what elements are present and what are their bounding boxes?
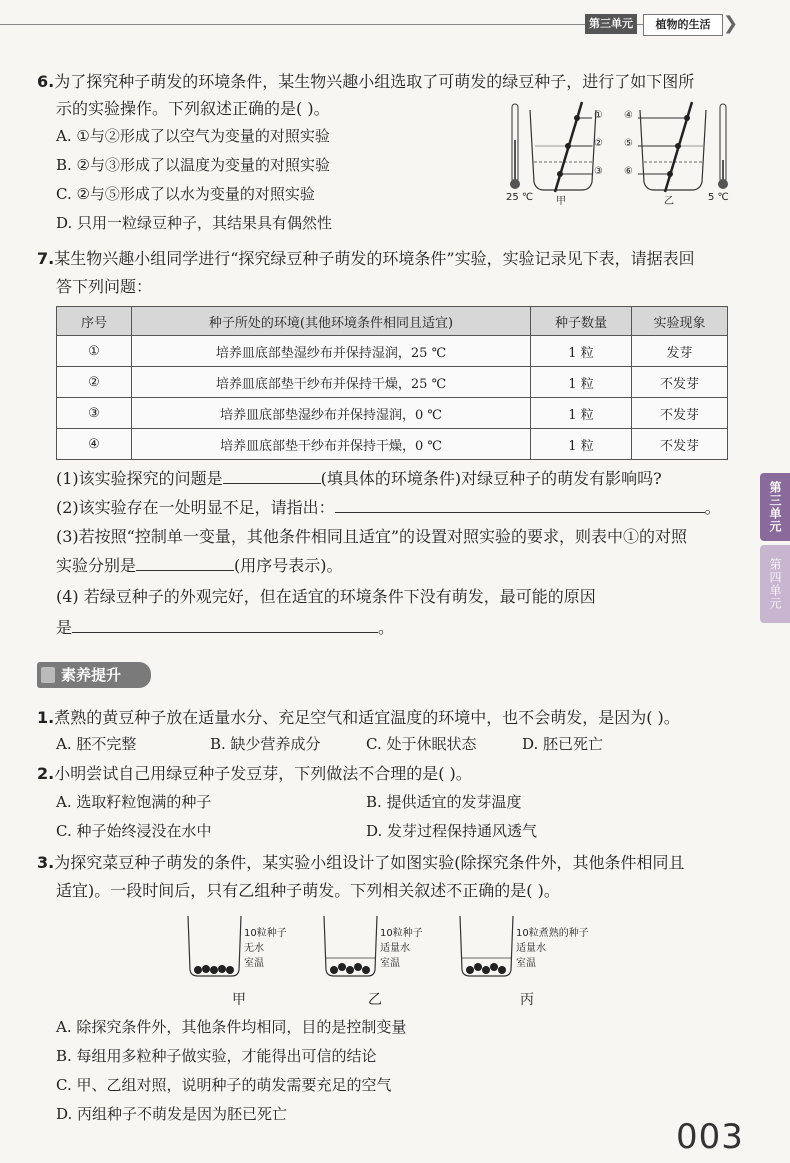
table-cell: 培养皿底部垫湿纱布并保持湿润，25 ℃ bbox=[132, 336, 531, 367]
q6-stem-line1: 6.为了探究种子萌发的环境条件，某生物兴趣小组选取了可萌发的绿豆种子，进行了如下图所 bbox=[37, 72, 695, 91]
side-tab-unit-4[interactable]: 第四单元 bbox=[760, 545, 790, 623]
table-header: 实验现象 bbox=[632, 307, 728, 336]
q7-stem-line1: 7.某生物兴趣小组同学进行“探究绿豆种子萌发的环境条件”实验，实验记录见下表，请据表回 bbox=[37, 249, 695, 268]
table-header: 种子所处的环境(其他环境条件相同且适宜) bbox=[132, 307, 531, 336]
table-header-row bbox=[57, 307, 728, 336]
q7-number: 7. bbox=[37, 249, 55, 268]
q6-right-label: 乙 bbox=[664, 196, 674, 207]
q6-right-temp: 5 ℃ bbox=[708, 192, 729, 203]
p3-beaker-bing-desc: 10粒煮熟的种子 适量水 室温 bbox=[516, 928, 589, 969]
q6-mark-5: ⑤ bbox=[624, 138, 633, 149]
table-header: 序号 bbox=[57, 307, 132, 336]
table-row bbox=[57, 336, 728, 367]
p1-number: 1. bbox=[37, 708, 55, 727]
page-number: 003 bbox=[676, 1117, 744, 1157]
table-cell: ② bbox=[57, 367, 132, 398]
p2-option-c[interactable]: C. 种子始终浸没在水中 bbox=[56, 822, 212, 840]
table-cell: 不发芽 bbox=[632, 429, 728, 460]
p1-stem: 1.煮熟的黄豆种子放在适量水分、充足空气和适宜温度的环境中，也不会萌发，是因为( )。 bbox=[37, 708, 680, 727]
table-cell: ③ bbox=[57, 398, 132, 429]
table-cell: 1 粒 bbox=[531, 429, 632, 460]
p3-option-c[interactable]: C. 甲、乙组对照，说明种子的萌发需要充足的空气 bbox=[56, 1076, 392, 1094]
q6-left-temp: 25 ℃ bbox=[506, 192, 534, 203]
p1-option-a[interactable]: A. 胚不完整 bbox=[56, 735, 137, 753]
p3-number: 3. bbox=[37, 853, 55, 872]
q6-mark-6: ⑥ bbox=[624, 166, 633, 177]
p3-option-d[interactable]: D. 丙组种子不萌发是因为胚已死亡 bbox=[56, 1105, 288, 1123]
side-tab-unit-3[interactable]: 第三单元 bbox=[760, 473, 790, 541]
p3-stem-line2: 适宜)。一段时间后，只有乙组种子萌发。下列相关叙述不正确的是( )。 bbox=[56, 881, 560, 900]
chevron-right-icon: ❯ bbox=[723, 13, 739, 34]
table-header: 种子数量 bbox=[531, 307, 632, 336]
p2-stem: 2.小明尝试自己用绿豆种子发豆芽，下列做法不合理的是( )。 bbox=[37, 764, 472, 783]
table-cell: 培养皿底部垫湿纱布并保持湿润，0 ℃ bbox=[132, 398, 531, 429]
table-cell: 培养皿底部垫干纱布并保持干燥，0 ℃ bbox=[132, 429, 531, 460]
header-unit: 第三单元 bbox=[585, 14, 637, 34]
q6-mark-2: ② bbox=[594, 138, 603, 149]
p3-stem-line1: 3.为探究菜豆种子萌发的条件，某实验小组设计了如图实验(除探究条件外，其他条件相同且 bbox=[37, 853, 685, 872]
table-cell: 发芽 bbox=[632, 336, 728, 367]
q6-option-a[interactable]: A. ①与②形成了以空气为变量的对照实验 bbox=[56, 127, 330, 145]
p1-option-c[interactable]: C. 处于休眠状态 bbox=[366, 735, 477, 753]
q6-option-c[interactable]: C. ②与⑤形成了以水为变量的对照实验 bbox=[56, 185, 315, 203]
experiment-table bbox=[56, 306, 728, 460]
q7-sub3-line1: (3)若按照“控制单一变量，其他条件相同且适宜”的设置对照实验的要求，则表中①的对照 bbox=[56, 527, 688, 546]
section-title: 素养提升 bbox=[37, 662, 151, 688]
q6-number: 6. bbox=[37, 72, 55, 91]
table-cell: ① bbox=[57, 336, 132, 367]
table-cell: ④ bbox=[57, 429, 132, 460]
q7-sub3-line2: 实验分别是 (用序号表示)。 bbox=[56, 556, 343, 575]
p2-number: 2. bbox=[37, 764, 55, 783]
q6-stem-line2: 示的实验操作。下列叙述正确的是( )。 bbox=[56, 99, 330, 118]
q7-sub2-blank[interactable] bbox=[335, 496, 705, 513]
q6-option-b[interactable]: B. ②与③形成了以温度为变量的对照实验 bbox=[56, 156, 331, 174]
q7-stem-line2: 答下列问题： bbox=[56, 277, 153, 296]
p2-option-b[interactable]: B. 提供适宜的发芽温度 bbox=[366, 793, 522, 811]
p1-option-d[interactable]: D. 胚已死亡 bbox=[522, 735, 604, 753]
p3-option-b[interactable]: B. 每组用多粒种子做实验，才能得出可信的结论 bbox=[56, 1047, 377, 1065]
table-cell: 1 粒 bbox=[531, 336, 632, 367]
table-cell: 1 粒 bbox=[531, 398, 632, 429]
p2-option-d[interactable]: D. 发芽过程保持通风透气 bbox=[366, 822, 538, 840]
q6-mark-4: ④ bbox=[624, 110, 633, 121]
table-cell: 不发芽 bbox=[632, 367, 728, 398]
p3-beaker-jia-desc: 10粒种子 无水 室温 bbox=[244, 928, 287, 969]
p1-option-b[interactable]: B. 缺少营养成分 bbox=[210, 735, 321, 753]
q7-sub4-line1: (4) 若绿豆种子的外观完好，但在适宜的环境条件下没有萌发，最可能的原因 bbox=[56, 587, 596, 606]
q7-sub4-blank[interactable] bbox=[72, 616, 378, 633]
p3-label-bing: 丙 bbox=[520, 992, 534, 1008]
table-cell: 1 粒 bbox=[531, 367, 632, 398]
q7-sub1-blank[interactable] bbox=[223, 467, 321, 484]
q7-sub4-line2: 是 。 bbox=[56, 618, 395, 637]
q6-mark-1: ① bbox=[594, 110, 603, 121]
table-cell: 不发芽 bbox=[632, 398, 728, 429]
table-row bbox=[57, 398, 728, 429]
p3-beaker-yi-desc: 10粒种子 适量水 室温 bbox=[380, 928, 423, 969]
q7-sub2: (2)该实验存在一处明显不足，请指出： 。 bbox=[56, 498, 721, 517]
q6-beaker-figure bbox=[500, 100, 740, 204]
q6-left-label: 甲 bbox=[556, 196, 566, 207]
q6-mark-3: ③ bbox=[594, 166, 603, 177]
table-row bbox=[57, 429, 728, 460]
p3-label-jia: 甲 bbox=[232, 992, 246, 1008]
q7-sub3-blank[interactable] bbox=[136, 554, 234, 571]
table-cell: 培养皿底部垫干纱布并保持干燥，25 ℃ bbox=[132, 367, 531, 398]
q6-option-d[interactable]: D. 只用一粒绿豆种子，其结果具有偶然性 bbox=[56, 214, 333, 232]
p3-label-yi: 乙 bbox=[368, 992, 382, 1008]
q7-sub1: (1)该实验探究的问题是 (填具体的环境条件)对绿豆种子的萌发有影响吗? bbox=[56, 469, 662, 488]
p3-option-a[interactable]: A. 除探究条件外，其他条件均相同，目的是控制变量 bbox=[56, 1018, 407, 1036]
table-row bbox=[57, 367, 728, 398]
p2-option-a[interactable]: A. 选取籽粒饱满的种子 bbox=[56, 793, 212, 811]
header-title: 植物的生活 bbox=[643, 14, 723, 36]
